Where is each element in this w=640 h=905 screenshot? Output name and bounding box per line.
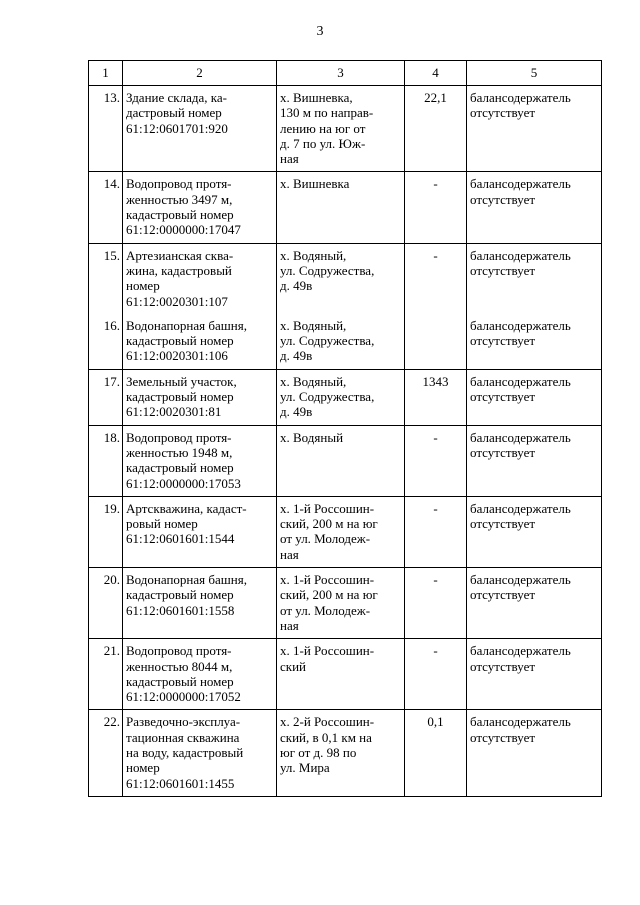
holder-line: отсутствует [470, 587, 536, 603]
holder-line: отсутствует [470, 105, 536, 121]
object-name-line: 61:12:0000000:17052 [126, 689, 241, 705]
holder-cell [467, 568, 602, 639]
holder-cell [467, 86, 602, 172]
location-line: х. Водяный [280, 429, 344, 445]
area-value: - [433, 572, 438, 588]
column-header: 2 [123, 61, 277, 86]
area-value: - [433, 500, 438, 516]
row-number-cell [89, 496, 123, 567]
table-row [89, 172, 602, 243]
area-cell [405, 425, 467, 496]
location-line: х. 1-й Россошин- [280, 643, 375, 659]
location-line: х. Вишневка [280, 176, 350, 192]
location-line: д. 49в [280, 404, 313, 420]
object-name-line: номер [126, 760, 160, 776]
location-line: ная [280, 546, 299, 562]
object-name-cell [123, 172, 277, 243]
object-name-line: Водонапорная башня, [126, 317, 247, 333]
row-number: 20. [103, 572, 120, 588]
holder-line: балансодержатель [470, 714, 571, 730]
holder-cell [467, 369, 602, 425]
holder-line: отсутствует [470, 333, 536, 349]
location-line: ная [280, 617, 299, 633]
object-name-line: дастровый номер [126, 105, 222, 121]
area-cell [405, 496, 467, 567]
area-cell [405, 243, 467, 314]
holder-line: отсутствует [470, 191, 536, 207]
row-number-cell [89, 172, 123, 243]
area-cell [405, 314, 467, 369]
table-header-row [89, 61, 602, 86]
holder-line: отсутствует [470, 262, 536, 278]
location-line: д. 49в [280, 348, 313, 364]
holder-line: отсутствует [470, 658, 536, 674]
column-header: 4 [405, 61, 467, 86]
location-line: х. 1-й Россошин- [280, 572, 375, 588]
object-name-line: 61:12:0000000:17047 [126, 222, 241, 238]
area-value: - [433, 247, 438, 263]
object-name-line: 61:12:0000000:17053 [126, 475, 241, 491]
area-value: 1343 [422, 373, 449, 389]
object-name-line: Артскважина, кадаст- [126, 500, 247, 516]
holder-line: балансодержатель [470, 373, 571, 389]
object-name-line: кадастровый номер [126, 333, 234, 349]
table-row [89, 86, 602, 172]
table-row [89, 496, 602, 567]
location-line: ский, 200 м на юг [280, 516, 378, 532]
holder-line: балансодержатель [470, 247, 571, 263]
holder-line: балансодержатель [470, 317, 571, 333]
object-name-cell [123, 710, 277, 796]
object-name-cell [123, 425, 277, 496]
row-number-cell [89, 86, 123, 172]
object-name-line: кадастровый номер [126, 207, 234, 223]
location-cell [277, 172, 405, 243]
row-number: 21. [103, 643, 120, 659]
column-header: 1 [89, 61, 123, 86]
holder-cell [467, 314, 602, 369]
object-name-line: кадастровый номер [126, 389, 234, 405]
location-line: лению на юг от [280, 120, 366, 136]
location-line: ул. Содружества, [280, 333, 375, 349]
object-name-line: женностью 8044 м, [126, 658, 233, 674]
object-name-line: Водонапорная башня, [126, 572, 247, 588]
area-cell [405, 172, 467, 243]
table-row [89, 425, 602, 496]
location-line: ский, в 0,1 км на [280, 729, 372, 745]
area-value: - [433, 643, 438, 659]
object-name-line: Здание склада, ка- [126, 90, 227, 105]
row-number-cell [89, 314, 123, 369]
object-name-line: Водопровод протя- [126, 429, 232, 445]
object-name-line: кадастровый номер [126, 587, 234, 603]
row-number: 14. [103, 176, 120, 192]
area-cell [405, 710, 467, 796]
holder-cell [467, 496, 602, 567]
row-number-cell [89, 568, 123, 639]
location-line: х. 1-й Россошин- [280, 500, 375, 516]
holder-line: балансодержатель [470, 500, 571, 516]
holder-line: балансодержатель [470, 429, 571, 445]
object-name-line: Земельный участок, [126, 373, 237, 389]
column-header: 5 [467, 61, 602, 86]
holder-cell [467, 710, 602, 796]
area-cell [405, 639, 467, 710]
table-row [89, 710, 602, 796]
table-row [89, 568, 602, 639]
object-name-line: жина, кадастровый [126, 262, 232, 278]
object-name-cell [123, 243, 277, 314]
row-number-cell [89, 639, 123, 710]
object-name-line: номер [126, 278, 160, 294]
row-number: 22. [103, 714, 120, 730]
table-row [89, 243, 602, 314]
row-number: 17. [103, 373, 120, 389]
object-name-cell [123, 639, 277, 710]
object-name-line: женностью 1948 м, [126, 444, 233, 460]
location-line: д. 7 по ул. Юж- [280, 135, 366, 151]
location-cell [277, 243, 405, 314]
object-name-line: кадастровый номер [126, 673, 234, 689]
holder-cell [467, 425, 602, 496]
location-cell [277, 314, 405, 369]
holder-line: отсутствует [470, 729, 536, 745]
object-name-line: 61:12:0020301:107 [126, 293, 228, 309]
row-number-cell [89, 710, 123, 796]
location-cell [277, 568, 405, 639]
table-row [89, 639, 602, 710]
holder-line: балансодержатель [470, 176, 571, 192]
object-name-line: 61:12:0020301:106 [126, 348, 228, 364]
object-name-cell [123, 86, 277, 172]
holder-line: отсутствует [470, 444, 536, 460]
location-line: юг от д. 98 по [280, 744, 357, 760]
location-cell [277, 496, 405, 567]
object-name-cell [123, 369, 277, 425]
location-line: ский, 200 м на юг [280, 587, 378, 603]
object-name-cell [123, 568, 277, 639]
column-header: 3 [277, 61, 405, 86]
location-cell [277, 86, 405, 172]
object-name-line: Артезианская сква- [126, 247, 234, 263]
page-number: 3 [316, 24, 324, 39]
object-name-line: 61:12:0601601:1544 [126, 531, 235, 547]
holder-cell [467, 172, 602, 243]
location-cell [277, 425, 405, 496]
object-name-line: 61:12:0020301:81 [126, 404, 222, 420]
location-cell [277, 369, 405, 425]
location-line: д. 49в [280, 278, 313, 294]
location-line: ная [280, 151, 299, 167]
table-row [89, 314, 602, 369]
area-value: 0,1 [427, 714, 444, 730]
property-table [88, 60, 602, 797]
row-number: 19. [103, 500, 120, 516]
row-number: 13. [103, 90, 120, 105]
object-name-line: 61:12:0601601:1455 [126, 775, 235, 791]
object-name-line: Водопровод протя- [126, 176, 232, 192]
object-name-cell [123, 496, 277, 567]
location-line: от ул. Молодеж- [280, 531, 371, 547]
area-value: - [433, 176, 438, 192]
location-line: 130 м по направ- [280, 105, 374, 121]
object-name-line: кадастровый номер [126, 460, 234, 476]
object-name-line: на воду, кадастровый [126, 744, 244, 760]
area-value: - [433, 429, 438, 445]
location-line: от ул. Молодеж- [280, 602, 371, 618]
area-cell [405, 369, 467, 425]
location-line: ский [280, 658, 306, 674]
row-number: 16. [103, 317, 120, 333]
object-name-line: женностью 3497 м, [126, 191, 233, 207]
location-cell [277, 639, 405, 710]
row-number: 15. [103, 247, 120, 263]
location-line: х. Водяный, [280, 247, 347, 263]
holder-line: отсутствует [470, 389, 536, 405]
location-line: ул. Мира [280, 760, 330, 776]
holder-cell [467, 639, 602, 710]
table-body [89, 61, 602, 797]
location-line: х. Вишневка, [280, 90, 353, 105]
object-name-cell [123, 314, 277, 369]
object-name-line: 61:12:0601601:1558 [126, 602, 235, 618]
object-name-line: тационная скважина [126, 729, 240, 745]
location-line: х. Водяный, [280, 317, 347, 333]
holder-line: балансодержатель [470, 572, 571, 588]
object-name-line: ровый номер [126, 516, 198, 532]
holder-cell [467, 243, 602, 314]
area-cell [405, 568, 467, 639]
holder-line: балансодержатель [470, 90, 571, 105]
row-number-cell [89, 369, 123, 425]
location-line: х. 2-й Россошин- [280, 714, 375, 730]
area-cell [405, 86, 467, 172]
row-number: 18. [103, 429, 120, 445]
location-line: х. Водяный, [280, 373, 347, 389]
location-line: ул. Содружества, [280, 389, 375, 405]
row-number-cell [89, 243, 123, 314]
holder-line: балансодержатель [470, 643, 571, 659]
holder-line: отсутствует [470, 516, 536, 532]
table-row [89, 369, 602, 425]
row-number-cell [89, 425, 123, 496]
object-name-line: 61:12:0601701:920 [126, 120, 228, 136]
area-value: 22,1 [424, 90, 447, 105]
location-line: ул. Содружества, [280, 262, 375, 278]
location-cell [277, 710, 405, 796]
object-name-line: Водопровод протя- [126, 643, 232, 659]
object-name-line: Разведочно-эксплуа- [126, 714, 241, 730]
